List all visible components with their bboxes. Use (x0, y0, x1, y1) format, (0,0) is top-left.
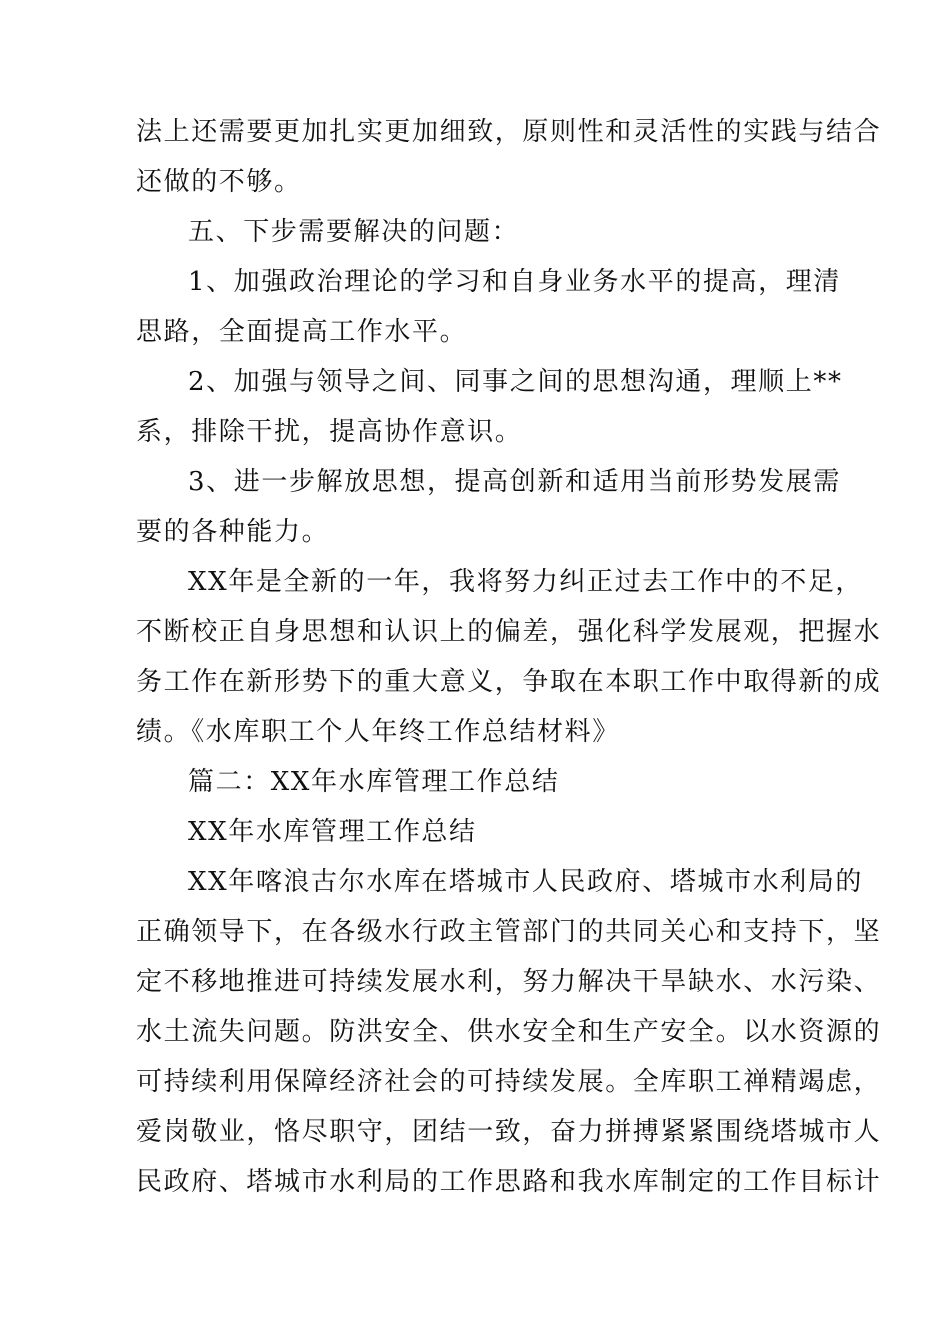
list-item-line: 2、加强与领导之间、同事之间的思想沟通，理顺上** (188, 367, 843, 397)
body-text-line: XX年是全新的一年，我将努力纠正过去工作中的不足， (188, 567, 864, 597)
body-text-line: 还做的不够。 (136, 167, 302, 197)
body-text-line: 定不移地推进可持续发展水利，努力解决干旱缺水、水污染、 (136, 967, 882, 997)
body-text-line: 民政府、塔城市水利局的工作思路和我水库制定的工作目标计 (136, 1167, 882, 1197)
body-text-line: 正确领导下，在各级水行政主管部门的共同关心和支持下，坚 (136, 917, 882, 947)
body-text-line: 爱岗敬业，恪尽职守，团结一致，奋力拼搏紧紧围绕塔城市人 (136, 1117, 882, 1147)
body-text-line: 可持续利用保障经济社会的可持续发展。全库职工禅精竭虑， (136, 1067, 882, 1097)
part-heading: 篇二：XX年水库管理工作总结 (188, 767, 560, 797)
body-text-line: 法上还需要更加扎实更加细致，原则性和灵活性的实践与结合 (136, 117, 882, 147)
body-text-line: XX年喀浪古尔水库在塔城市人民政府、塔城市水利局的 (188, 867, 864, 897)
list-item-line: 3、进一步解放思想，提高创新和适用当前形势发展需 (188, 467, 841, 497)
section-heading: 五、下步需要解决的问题： (188, 217, 520, 247)
list-item-line: 1、加强政治理论的学习和自身业务水平的提高，理清 (188, 267, 841, 297)
list-item-line: 系，排除干扰，提高协作意识。 (136, 417, 523, 447)
document-title: XX年水库管理工作总结 (188, 817, 477, 847)
body-text-line: 不断校正自身思想和认识上的偏差，强化科学发展观，把握水 (136, 617, 882, 647)
body-text-line: 务工作在新形势下的重大意义，争取在本职工作中取得新的成 (136, 667, 882, 697)
body-text-line: 水土流失问题。防洪安全、供水安全和生产安全。以水资源的 (136, 1017, 882, 1047)
body-text-line: 绩。《水库职工个人年终工作总结材料》 (136, 717, 620, 747)
list-item-line: 思路，全面提高工作水平。 (136, 317, 468, 347)
list-item-line: 要的各种能力。 (136, 517, 330, 547)
